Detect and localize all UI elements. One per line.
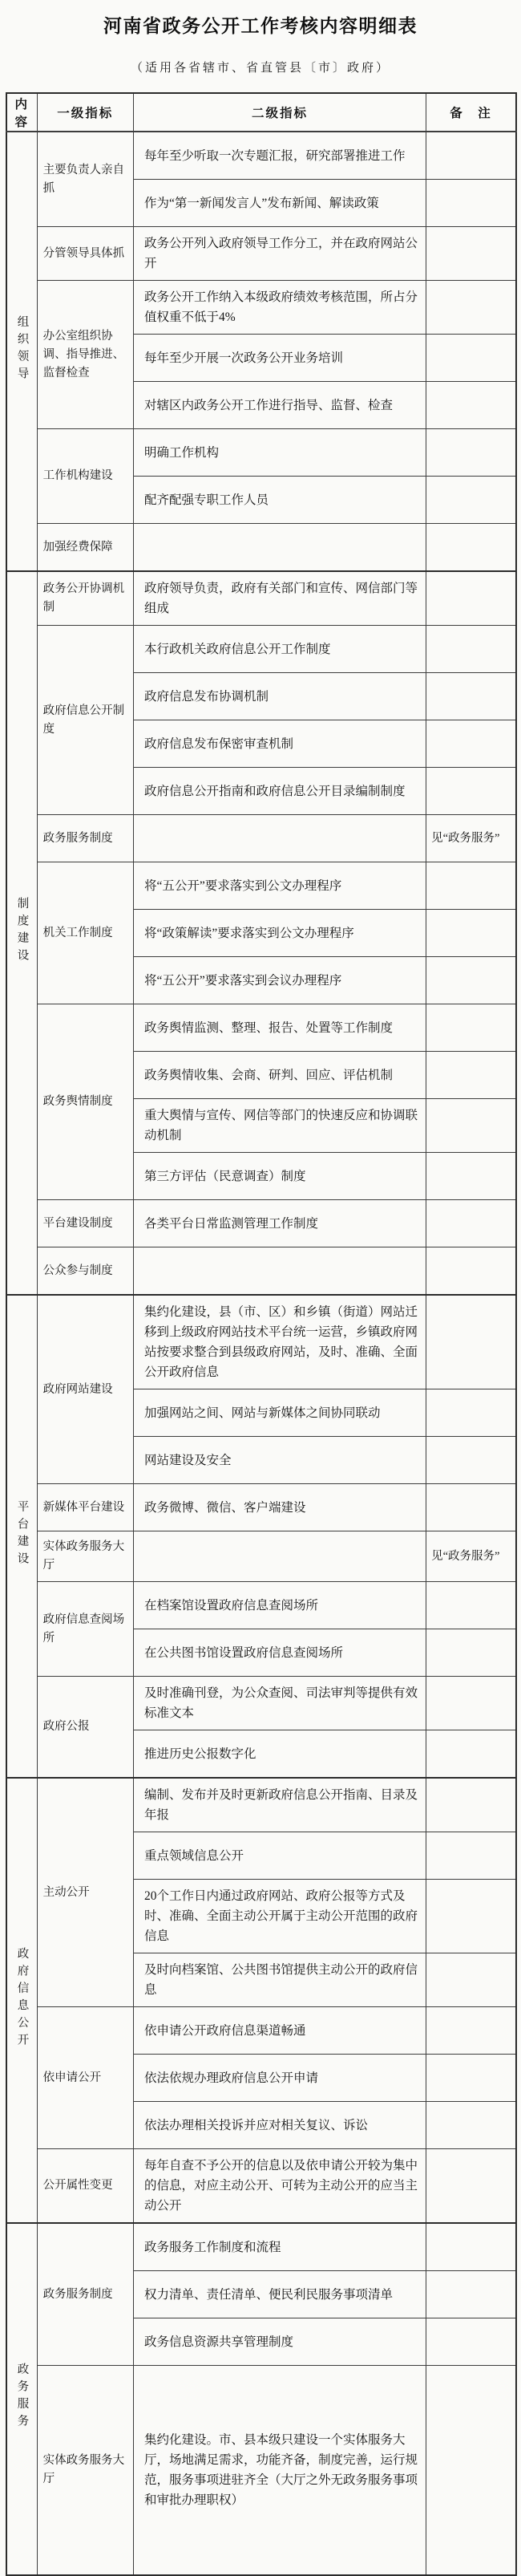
level2-indicator-cell: 及时向档案馆、公共图书馆提供主动公开的政府信息 [133,1953,426,2007]
note-cell [426,1099,516,1153]
note-cell [426,2102,516,2149]
level2-indicator-cell: 政务公开列入政府领导工作分工，并在政府网站公开 [133,227,426,281]
level2-indicator-cell: 集约化建设，县（市、区）和乡镇（街道）网站迁移到上级政府网站技术平台统一运营，乡镇政府网站按要求整合到县级政府网站，及时、准确、全面公开政府信息 [133,1295,426,1389]
note-cell [426,1389,516,1437]
table-row [6,862,516,910]
note-cell [426,1437,516,1484]
level2-indicator-cell [133,1247,426,1296]
table-row [6,1295,516,1389]
header-level1-indicator: 一级指标 [37,93,133,132]
level1-indicator-cell: 公开属性变更 [37,2149,133,2224]
note-cell [426,1582,516,1629]
note-cell [426,180,516,227]
level2-indicator-cell: 在公共图书馆设置政府信息查阅场所 [133,1629,426,1677]
note-cell [426,132,516,180]
level2-indicator-cell: 政务服务工作制度和流程 [133,2223,426,2271]
content-section-cell [6,1778,37,2223]
level1-indicator-cell: 分管领导具体抓 [37,227,133,281]
note-cell [426,429,516,477]
level2-indicator-cell: 20个工作日内通过政府网站、政府公报等方式及时、准确、全面主动公开属于主动公开范围的政府信息 [133,1880,426,1953]
level2-indicator-cell: 网站建设及安全 [133,1437,426,1484]
level1-indicator-cell: 办公室组织协调、指导推进、监督检查 [37,281,133,429]
table-row [6,2007,516,2055]
table-row [6,1582,516,1629]
table-row [6,1004,516,1052]
level1-indicator-cell: 政府网站建设 [37,1295,133,1484]
table-body [6,132,516,2575]
page-title: 河南省政务公开工作考核内容明细表 [103,16,418,36]
table-row [6,571,516,626]
note-cell [426,1153,516,1200]
level2-indicator-cell: 政府信息发布协调机制 [133,673,426,720]
level1-indicator-cell: 工作机构建设 [37,429,133,524]
header-note: 备 注 [426,93,516,132]
level2-indicator-cell: 权力清单、责任清单、便民利民服务事项清单 [133,2271,426,2318]
table-row [6,1531,516,1582]
note-cell [426,1200,516,1247]
level2-indicator-cell: 每年自查不予公开的信息以及依申请公开较为集中的信息，对应主动公开、可转为主动公开的应当主动公开 [133,2149,426,2224]
page-subtitle: （适用各省辖市、省直管县〔市〕政府） [130,62,390,75]
note-cell [426,227,516,281]
level2-indicator-cell [133,815,426,862]
level1-indicator-cell: 政府公报 [37,1677,133,1779]
level2-indicator-cell: 集约化建设。市、县本级只建设一个实体服务大厅，场地满足需求，功能齐备，制度完善，运行规范，服务事项进驻齐全（大厅之外无政务服务事项和审批办理职权） [133,2366,426,2576]
level2-indicator-cell: 政府领导负责，政府有关部门和宣传、网信部门等组成 [133,571,426,626]
content-section-label: 组织领导 [15,314,29,384]
level2-indicator-cell: 重点领域信息公开 [133,1832,426,1880]
note-cell [426,768,516,815]
content-section-label: 制度建设 [15,896,29,966]
note-cell [426,1677,516,1730]
level2-indicator-cell: 在档案馆设置政府信息查阅场所 [133,1582,426,1629]
level2-indicator-cell: 第三方评估（民意调查）制度 [133,1153,426,1200]
note-cell [426,2318,516,2366]
level1-indicator-cell: 平台建设制度 [37,1200,133,1247]
level2-indicator-cell: 明确工作机构 [133,429,426,477]
note-cell: 见“政务服务” [426,815,516,862]
content-section-cell [6,2223,37,2575]
table-row [6,132,516,180]
level1-indicator-cell: 政务舆情制度 [37,1004,133,1200]
level2-indicator-cell: 将“五公开”要求落实到会议办理程序 [133,957,426,1004]
level1-indicator-cell: 实体政务服务大厅 [37,2366,133,2576]
note-cell [426,1730,516,1779]
table-row [6,227,516,281]
level2-indicator-cell [133,524,426,572]
note-cell [426,1880,516,1953]
level1-indicator-cell: 主动公开 [37,1778,133,2007]
note-cell [426,382,516,429]
level2-indicator-cell: 对辖区内政务公开工作进行指导、监督、检查 [133,382,426,429]
level2-indicator-cell: 政府信息发布保密审查机制 [133,720,426,768]
table-row [6,1200,516,1247]
note-cell [426,2149,516,2224]
note-cell [426,910,516,957]
note-cell [426,720,516,768]
level2-indicator-cell: 政务舆情收集、会商、研判、回应、评估机制 [133,1052,426,1099]
level1-indicator-cell: 加强经费保障 [37,524,133,572]
level2-indicator-cell: 政务舆情监测、整理、报告、处置等工作制度 [133,1004,426,1052]
note-cell [426,1247,516,1296]
note-cell [426,862,516,910]
level1-indicator-cell: 依申请公开 [37,2007,133,2149]
note-cell [426,673,516,720]
level1-indicator-cell: 实体政务服务大厅 [37,1531,133,1582]
level2-indicator-cell: 政府信息公开指南和政府信息公开目录编制制度 [133,768,426,815]
note-cell [426,477,516,524]
content-section-cell [6,571,37,1295]
level2-indicator-cell: 重大舆情与宣传、网信等部门的快速反应和协调联动机制 [133,1099,426,1153]
note-cell [426,1052,516,1099]
level2-indicator-cell: 本行政机关政府信息公开工作制度 [133,626,426,673]
note-cell: 见“政务服务” [426,1531,516,1582]
content-section-label: 平台建设 [15,1499,29,1569]
level2-indicator-cell: 及时准确刊登，为公众查阅、司法审判等提供有效标准文本 [133,1677,426,1730]
level2-indicator-cell: 作为“第一新闻发言人”发布新闻、解读政策 [133,180,426,227]
table-row [6,2223,516,2271]
table-row [6,524,516,572]
table-row [6,1484,516,1531]
note-cell [426,281,516,335]
note-cell [426,626,516,673]
note-cell [426,2055,516,2102]
level2-indicator-cell: 政务公开工作纳入本级政府绩效考核范围，所占分值权重不低于4% [133,281,426,335]
note-cell [426,1295,516,1389]
table-row [6,429,516,477]
content-section-cell [6,132,37,571]
table-row [6,2366,516,2576]
note-cell [426,1778,516,1832]
note-cell [426,2007,516,2055]
level1-indicator-cell: 政府信息公开制度 [37,626,133,815]
content-section-label: 政务服务 [15,2363,29,2432]
level2-indicator-cell: 将“五公开”要求落实到公文办理程序 [133,862,426,910]
table-row [6,281,516,335]
table-row [6,2149,516,2224]
table-row [6,1247,516,1296]
table-row [6,626,516,673]
level2-indicator-cell: 将“政策解读”要求落实到公文办理程序 [133,910,426,957]
note-cell [426,957,516,1004]
content-section-cell [6,1295,37,1778]
table-row [6,815,516,862]
level2-indicator-cell: 编制、发布并及时更新政府信息公开指南、目录及年报 [133,1778,426,1832]
content-section-label: 政府信息公开 [15,1946,29,2051]
level1-indicator-cell: 政务服务制度 [37,815,133,862]
level1-indicator-cell: 机关工作制度 [37,862,133,1004]
note-cell [426,524,516,572]
level1-indicator-cell: 新媒体平台建设 [37,1484,133,1531]
header-level2-indicator: 二级指标 [133,93,426,132]
level2-indicator-cell: 依申请公开政府信息渠道畅通 [133,2007,426,2055]
note-cell [426,1484,516,1531]
level2-indicator-cell: 加强网站之间、网站与新媒体之间协同联动 [133,1389,426,1437]
level1-indicator-cell: 政务服务制度 [37,2223,133,2366]
assessment-table [6,92,517,2576]
level2-indicator-cell: 每年至少听取一次专题汇报，研究部署推进工作 [133,132,426,180]
note-cell [426,1004,516,1052]
document-page [0,11,521,2507]
level2-indicator-cell: 配齐配强专职工作人员 [133,477,426,524]
level2-indicator-cell: 政务微博、微信、客户端建设 [133,1484,426,1531]
level1-indicator-cell: 政府信息查阅场所 [37,1582,133,1677]
level2-indicator-cell: 政务信息资源共享管理制度 [133,2318,426,2366]
level2-indicator-cell [133,1531,426,1582]
note-cell [426,571,516,626]
level2-indicator-cell: 每年至少开展一次政务公开业务培训 [133,335,426,382]
level1-indicator-cell: 政务公开协调机制 [37,571,133,626]
note-cell [426,1953,516,2007]
note-cell [426,2223,516,2271]
level2-indicator-cell: 推进历史公报数字化 [133,1730,426,1779]
header-row [6,93,516,132]
table-row [6,1677,516,1730]
note-cell [426,2366,516,2576]
level2-indicator-cell: 依法办理相关投诉并应对相关复议、诉讼 [133,2102,426,2149]
note-cell [426,2271,516,2318]
note-cell [426,1629,516,1677]
note-cell [426,335,516,382]
level2-indicator-cell: 各类平台日常监测管理工作制度 [133,1200,426,1247]
table-row [6,1778,516,1832]
level1-indicator-cell: 公众参与制度 [37,1247,133,1296]
note-cell [426,1832,516,1880]
level1-indicator-cell: 主要负责人亲自抓 [37,132,133,227]
level2-indicator-cell: 依法依规办理政府信息公开申请 [133,2055,426,2102]
header-content: 内容 [6,93,37,132]
